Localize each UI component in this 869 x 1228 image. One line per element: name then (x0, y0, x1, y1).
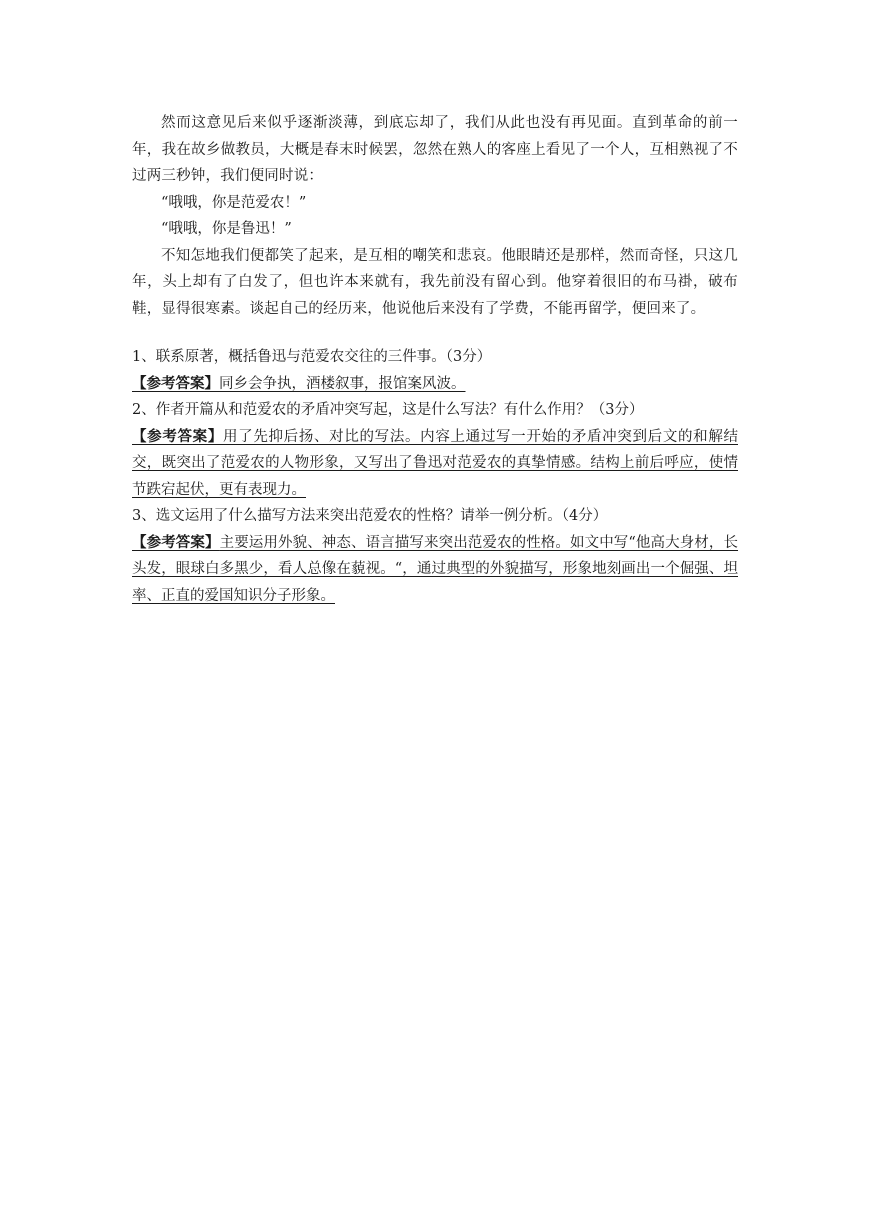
answer-2 (132, 424, 738, 504)
answer-1-text: 同乡会争执，酒楼叙事，报馆案风波。 (219, 375, 466, 392)
answer-3-tag: 【参考答案】 (132, 533, 220, 551)
answer-1 (132, 371, 738, 398)
question-3: 3、选文运用了什么描写方法来突出范爱农的性格？请举一例分析。（4分） (132, 508, 608, 524)
passage-paragraph-1: 然而这意见后来似乎逐渐淡薄，到底忘却了，我们从此也没有再见面。直到革命的前一年，我在故乡做教员，大概是春末时候罢，忽然在熟人的客座上看见了一个人，互相熟视了不过两三秒钟，我们便同时说： (132, 115, 738, 184)
answer-1-tag: 【参考答案】 (132, 374, 219, 392)
question-1: 1、联系原著，概括鲁迅与范爱农交往的三件事。（3分） (132, 349, 492, 365)
answer-2-text: 用了先抑后扬、对比的写法。内容上通过写一开始的矛盾冲突到后文的和解结交，既突出了范爱农的人物形象，又写出了鲁迅对范爱农的真挚情感。结构上前后呼应，使情节跌宕起伏，更有表现力。 (132, 428, 738, 498)
question-2: 2、作者开篇从和范爱农的矛盾冲突写起，这是什么写法？有什么作用？（3分） (132, 402, 644, 418)
section-gap (132, 322, 738, 344)
answer-3 (132, 530, 738, 610)
answer-2-tag: 【参考答案】 (132, 427, 223, 445)
document-page (132, 110, 738, 609)
passage-paragraph-2: 不知怎地我们便都笑了起来，是互相的嘲笑和悲哀。他眼睛还是那样，然而奇怪，只这几年，头上却有了白发了，但也许本来就有，我先前没有留心到。他穿着很旧的布马褂，破布鞋，显得很寒素。谈起自己的经历来，他说他后来没有了学费，不能再留学，便回来了。 (132, 247, 738, 317)
answer-3-text: 主要运用外貌、神态、语言描写来突出范爱农的性格。如文中写“他高大身材，长头发，眼球白多黑少，看人总像在藐视。“，通过典型的外貌描写，形象地刻画出一个倔强、坦率、正直的爱国知识分子形象。 (132, 534, 739, 604)
dialogue-line-1: “哦哦，你是范爱农！” (161, 194, 307, 211)
dialogue-line-2: “哦哦，你是鲁迅！” (161, 221, 292, 237)
